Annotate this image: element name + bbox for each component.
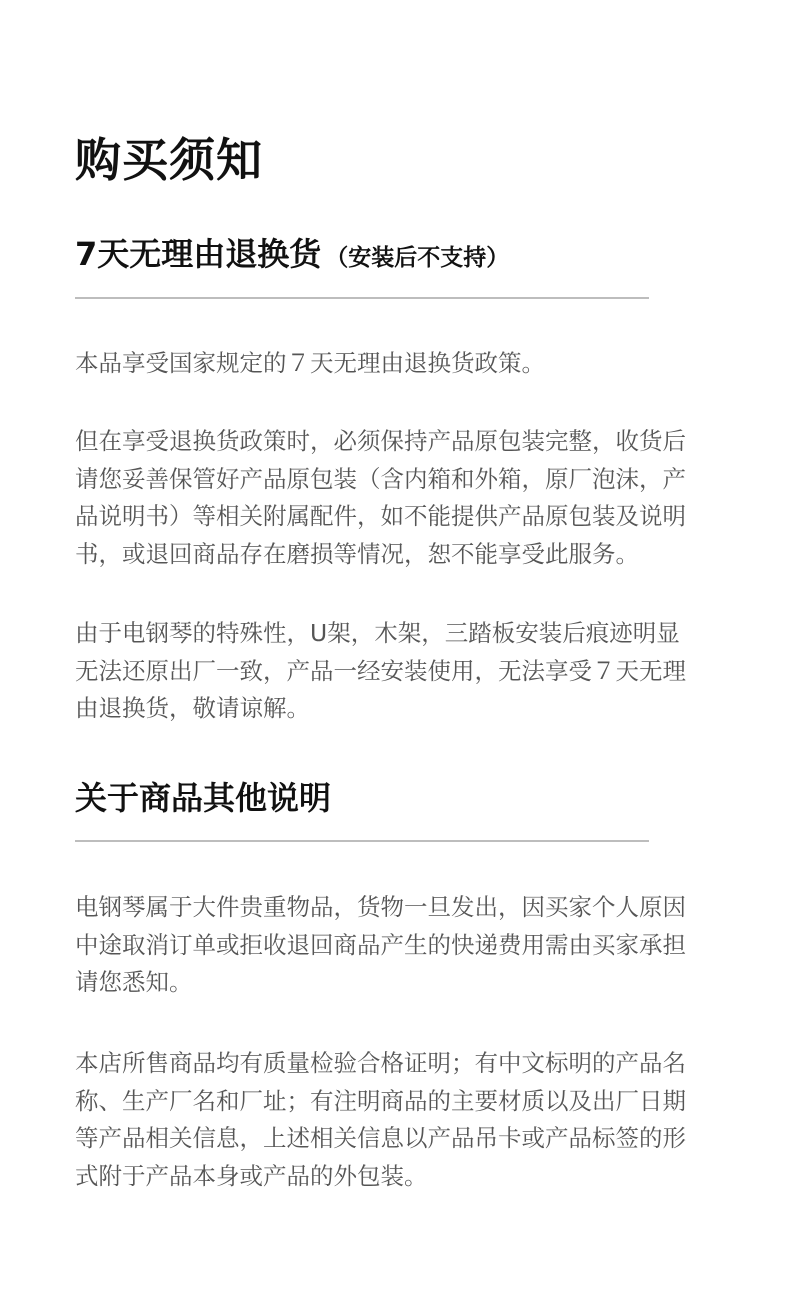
notes-paragraph <box>75 889 720 1002</box>
section-divider <box>75 840 649 842</box>
text-line: 请您悉知。 <box>75 968 193 996</box>
text-line: 请您妥善保管好产品原包装（含内箱和外箱，原厂泡沫，产 <box>75 464 686 493</box>
section-divider <box>75 297 649 299</box>
text-line: 本品享受国家规定的７天无理由退换货政策。 <box>75 349 545 377</box>
policy-paragraph <box>75 615 720 728</box>
policy-paragraph <box>75 423 720 573</box>
text-line: 由于电钢琴的特殊性，U架，木架，三踏板安装后痕迹明显 <box>75 619 680 647</box>
return-policy-heading-text: 7天无理由退换货 <box>75 235 322 273</box>
text-line: 品说明书）等相关附属配件，如不能提供产品原包装及说明 <box>75 502 686 530</box>
notes-paragraph <box>75 1045 720 1195</box>
text-line: 式附于产品本身或产品的外包装。 <box>75 1161 428 1190</box>
text-line: 称、生产厂名和厂址；有注明商品的主要材质以及出厂日期 <box>75 1086 686 1115</box>
text-line: 无法还原出厂一致，产品一经安装使用，无法享受７天无理 <box>75 656 686 685</box>
text-line: 中途取消订单或拒收退回商品产生的快递费用需由买家承担 <box>75 930 686 959</box>
text-line: 电钢琴属于大件贵重物品，货物一旦发出，因买家个人原因 <box>75 893 686 921</box>
text-line: 由退换货，敬请谅解。 <box>75 694 310 722</box>
return-policy-heading-note: （安装后不支持） <box>325 245 510 271</box>
text-line: 等产品相关信息，上述相关信息以产品吊卡或产品标签的形 <box>75 1124 686 1152</box>
text-line: 本店所售商品均有质量检验合格证明；有中文标明的产品名 <box>75 1049 686 1077</box>
text-line: 书，或退回商品存在磨损等情况，恕不能享受此服务。 <box>75 539 639 568</box>
other-notes-heading: 关于商品其他说明 <box>75 779 332 817</box>
page-title: 购买须知 <box>75 133 263 187</box>
return-policy-heading <box>75 234 509 278</box>
text-line: 但在享受退换货政策时，必须保持产品原包装完整，收货后 <box>75 427 686 455</box>
policy-paragraph <box>75 345 720 383</box>
